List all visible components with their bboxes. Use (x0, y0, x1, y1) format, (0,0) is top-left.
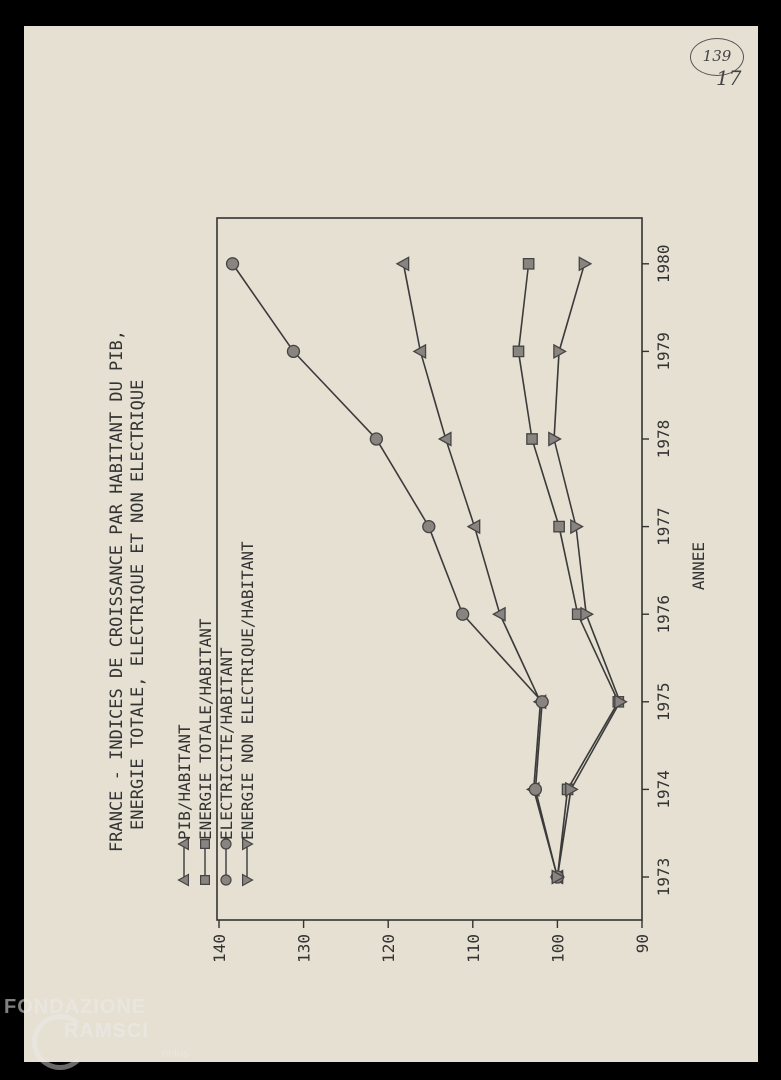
legend-label: ENERGIE TOTALE/HABITANT (196, 618, 215, 840)
data-point (227, 258, 239, 270)
legend (175, 541, 257, 885)
data-point (581, 608, 593, 621)
series-line-2 (233, 264, 558, 877)
data-point (579, 257, 591, 270)
x-tick-label: 1977 (654, 507, 673, 546)
x-tick-label: 1980 (654, 244, 673, 284)
data-point (536, 696, 548, 708)
data-point (529, 783, 541, 795)
legend-marker (201, 876, 210, 885)
y-tick-label: 90 (633, 934, 652, 954)
x-axis (642, 245, 673, 897)
data-point (287, 345, 299, 357)
watermark (4, 994, 204, 1074)
y-tick-label: 120 (379, 934, 399, 963)
data-point (468, 520, 480, 533)
watermark-line3: onlus (162, 1048, 189, 1060)
legend-marker (221, 875, 231, 885)
x-tick-label: 1979 (654, 332, 673, 371)
series-markers (227, 257, 627, 883)
archive-number-circled: 139 (690, 38, 744, 76)
plot-area (217, 218, 642, 920)
legend-label: PIB/HABITANT (175, 724, 194, 840)
y-tick-label: 140 (210, 934, 229, 963)
legend-label: ELECTRICITE/HABITANT (217, 647, 236, 840)
archive-number: 17 (716, 66, 742, 90)
x-tick-label: 1974 (654, 770, 673, 809)
data-point (527, 434, 537, 444)
x-tick-label: 1976 (654, 594, 673, 634)
x-tick-label: 1973 (654, 857, 673, 897)
y-tick-label: 100 (548, 934, 568, 963)
x-tick-label: 1978 (654, 419, 673, 459)
y-axis (210, 920, 652, 963)
data-point (423, 521, 435, 533)
data-point (370, 433, 382, 445)
y-tick-label: 110 (463, 934, 483, 963)
data-point (397, 257, 409, 270)
data-point (513, 346, 523, 356)
data-point (457, 608, 469, 620)
legend-label: ENERGIE NON ELECTRIQUE/HABITANT (238, 541, 257, 840)
data-point (554, 521, 564, 531)
data-point (523, 259, 533, 269)
x-axis-label: ANNEE (689, 541, 708, 591)
chart-subtitle: ENERGIE TOTALE, ELECTRIQUE ET NON ELECTRIQUE (128, 379, 148, 830)
y-tick-label: 130 (294, 934, 314, 963)
watermark-line1: FONDAZIONE (4, 996, 147, 1018)
x-tick-label: 1975 (654, 682, 673, 722)
chart-title: FRANCE - INDICES DE CROISSANCE PAR HABITANT DU PIB, (107, 330, 127, 852)
watermark-line2: RAMSCI (64, 1020, 149, 1042)
